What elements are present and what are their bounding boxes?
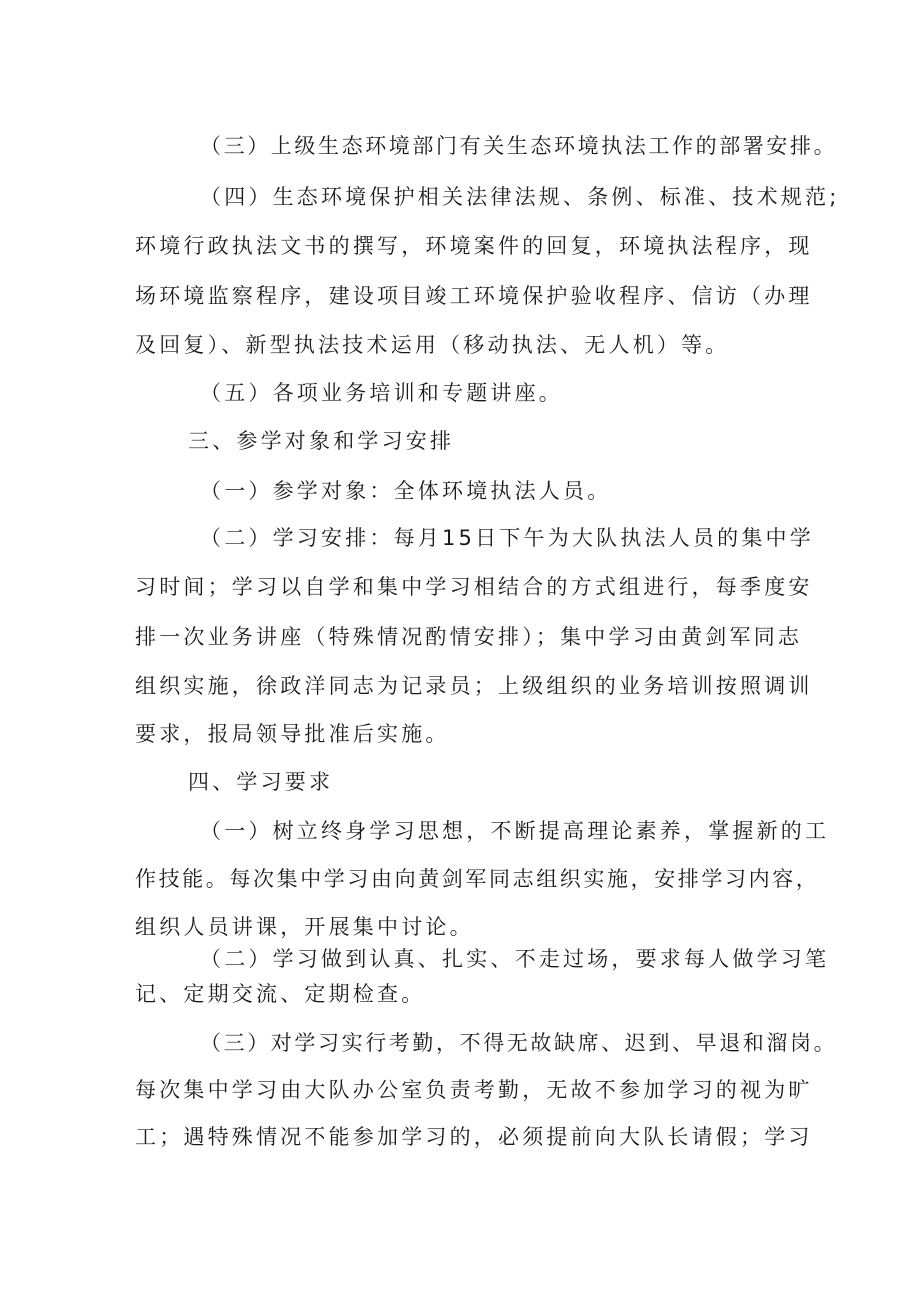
paragraph-4-line-2: 环境行政执法文书的撰写，环境案件的回复，环境执法程序，现	[135, 234, 813, 258]
subsection-2-line-4: 组织实施，徐政洋同志为记录员；上级组织的业务培训按照调训	[135, 674, 813, 698]
paragraph-4-line-4: 及回复）、新型执法技术运用（移动执法、无人机）等。	[135, 333, 730, 357]
requirement-3-line-3: 工；遇特殊情况不能参加学习的，必须提前向大队长请假；学习	[135, 1125, 813, 1149]
subsection-2-line-1: （二）学习安排：每月15日下午为大队执法人员的集中学	[200, 526, 814, 550]
paragraph-4-line-1: （四）生态环境保护相关法律法规、条例、标准、技术规范;	[200, 185, 840, 209]
requirement-1-line-2: 作技能。每次集中学习由向黄剑军同志组织实施，安排学习内容，	[135, 867, 820, 891]
requirement-2-line-1: （二）学习做到认真、扎实、不走过场，要求每人做学习笔	[200, 947, 830, 971]
paragraph-3-line: （三）上级生态环境部门有关生态环境执法工作的部署安排。	[200, 134, 838, 158]
section-heading-4: 四、学习要求	[188, 770, 334, 794]
requirement-2-line-2: 记、定期交流、定期检查。	[135, 982, 426, 1006]
requirement-3-line-1: （三）对学习实行考勤，不得无故缺席、迟到、早退和溜岗。	[200, 1031, 838, 1055]
section-heading-3: 三、参学对象和学习安排	[188, 429, 455, 453]
paragraph-4-line-3: 场环境监察程序，建设项目竣工环境保护验收程序、信访（办理	[135, 284, 813, 308]
subsection-2-line-5: 要求，报局领导批准后实施。	[135, 722, 450, 746]
requirement-1-line-3: 组织人员讲课，开展集中讨论。	[135, 915, 474, 939]
subsection-2-line-3: 排一次业务讲座（特殊情况酌情安排）；集中学习由黄剑军同志	[135, 625, 803, 649]
subsection-1-line: （一）参学对象：全体环境执法人员。	[200, 479, 612, 503]
requirement-3-line-2: 每次集中学习由大队办公室负责考勤，无故不参加学习的视为旷	[135, 1078, 813, 1102]
paragraph-5-line: （五）各项业务培训和专题讲座。	[200, 381, 563, 405]
subsection-2-line-2: 习时间；学习以自学和集中学习相结合的方式组进行，每季度安	[135, 575, 813, 599]
requirement-1-line-1: （一）树立终身学习思想，不断提高理论素养，掌握新的工	[200, 819, 830, 843]
